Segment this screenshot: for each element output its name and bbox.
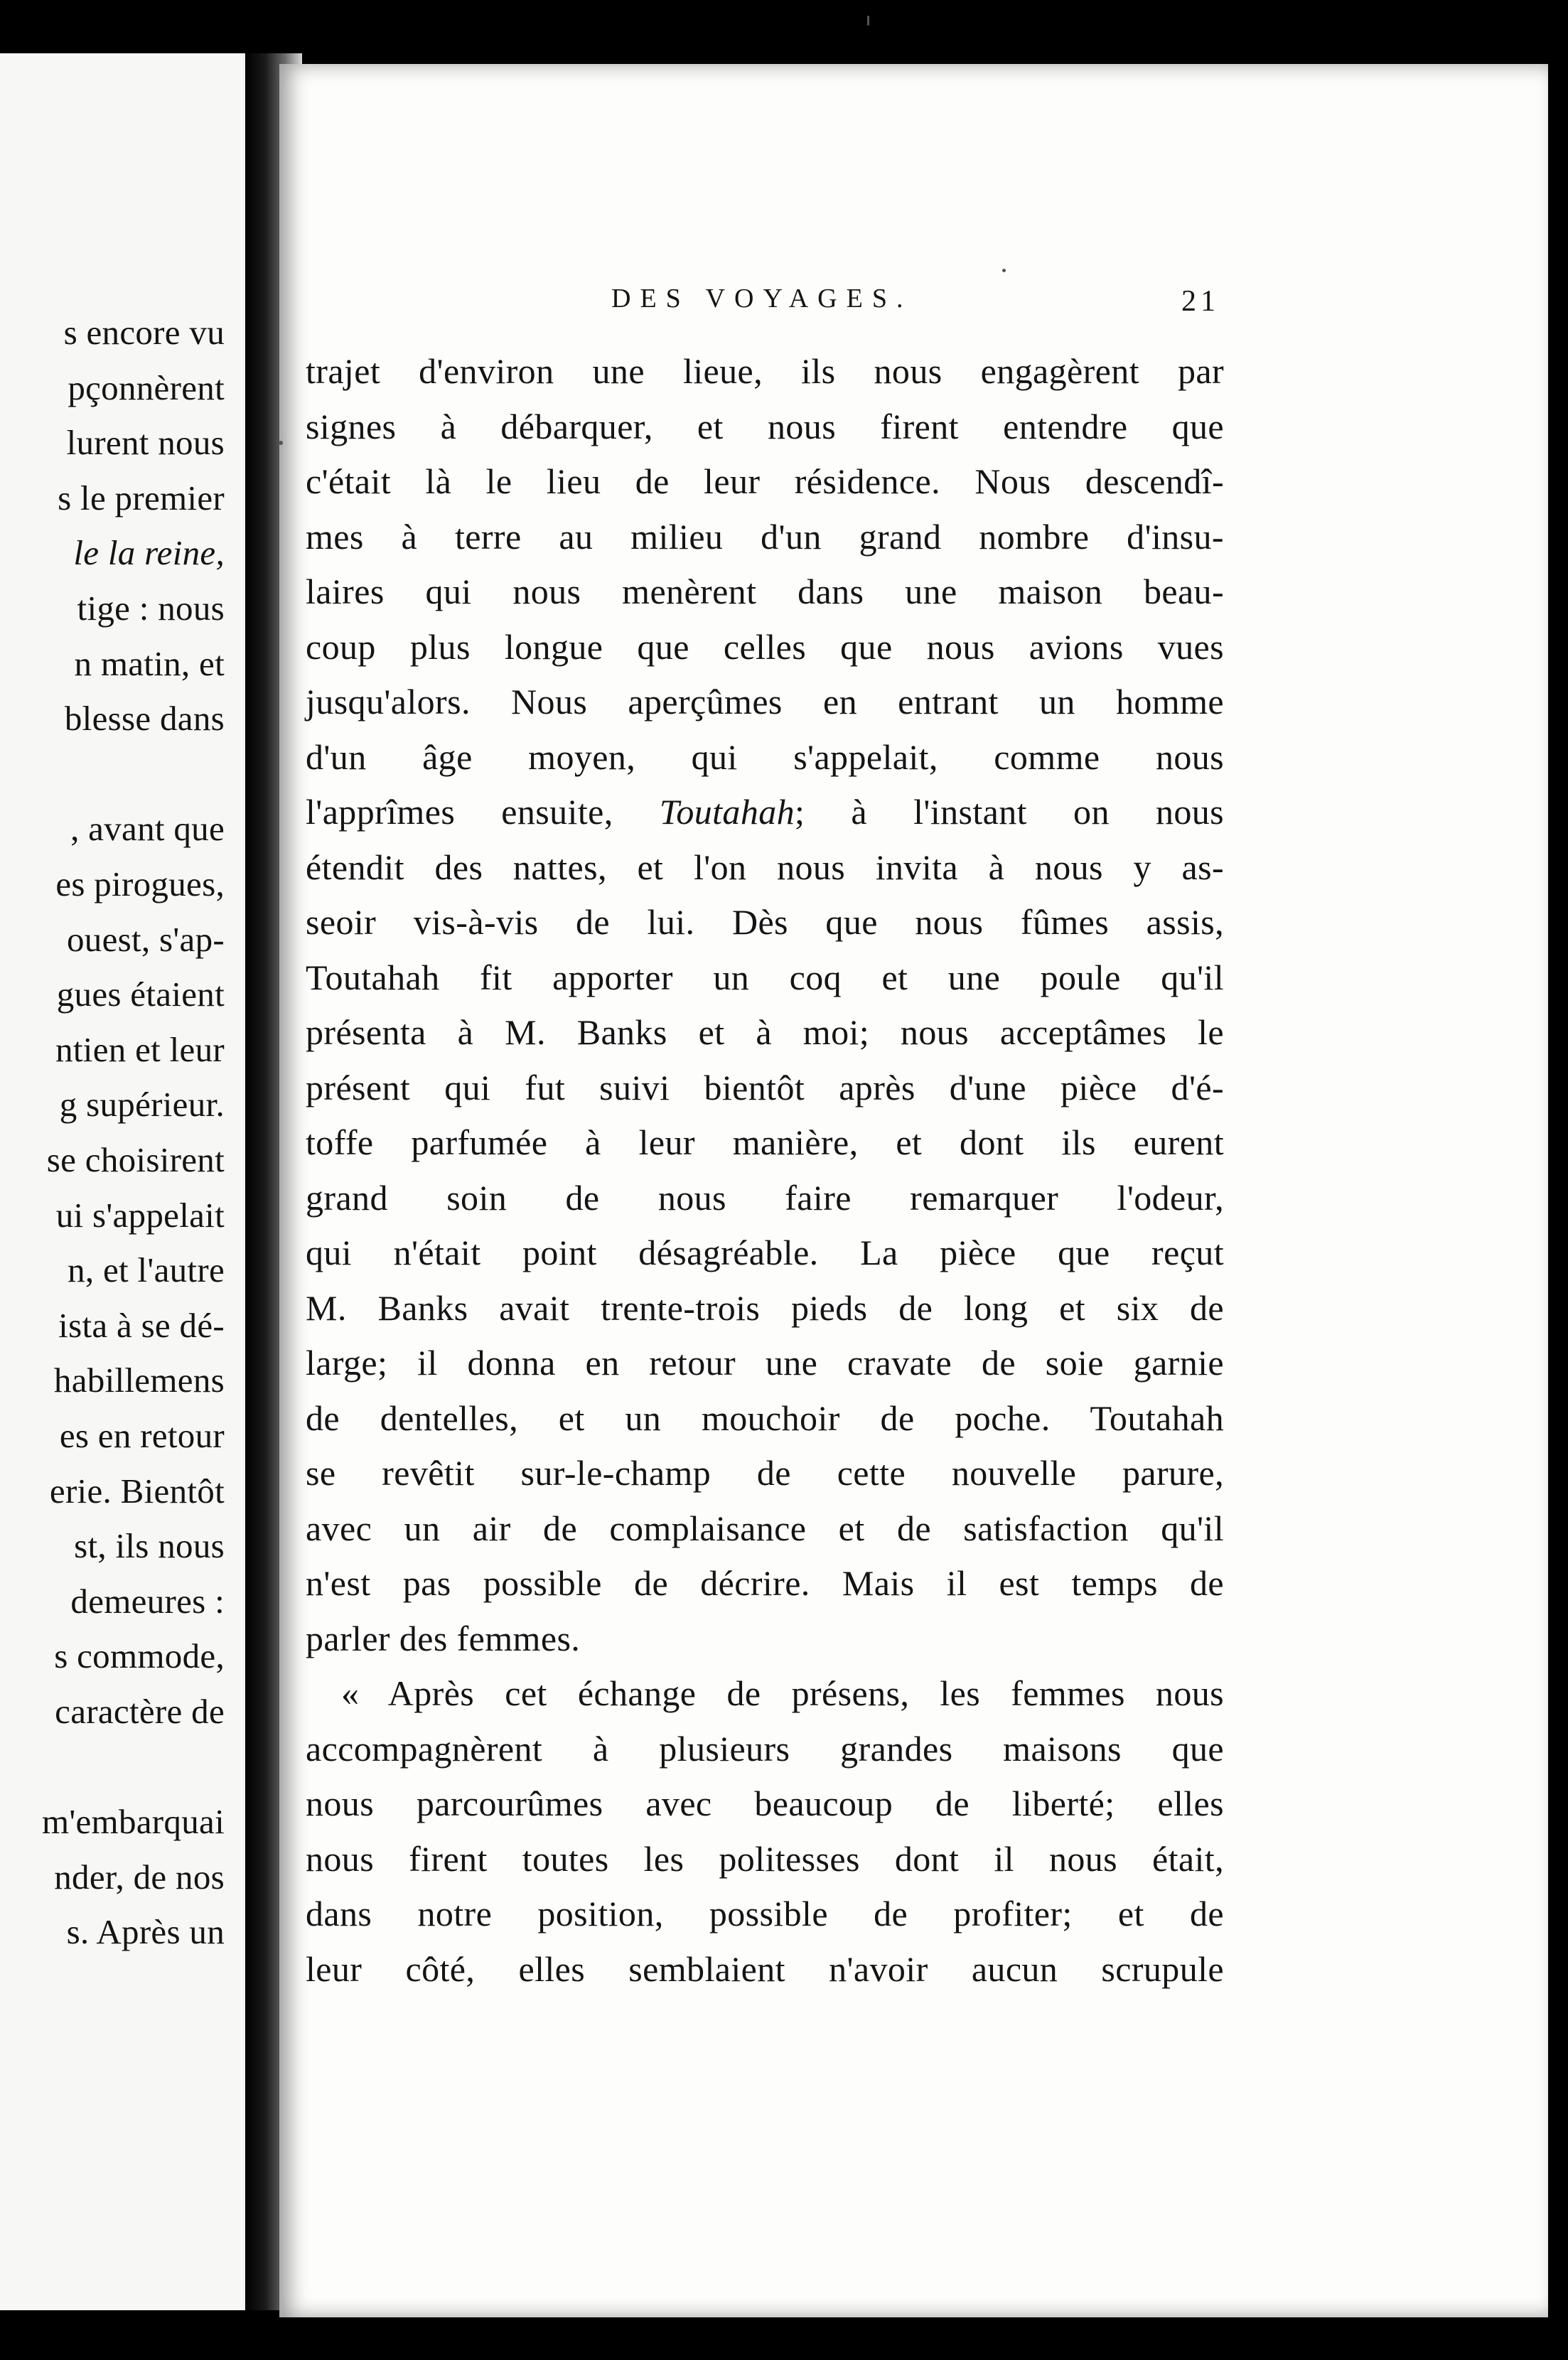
left-page-line: ista à se dé- bbox=[58, 1305, 225, 1345]
text-line: grand soin de nous faire remarquer l'odeur, bbox=[306, 1177, 1224, 1218]
text-line: seoir vis-à-vis de lui. Dès que nous fûmes assis, bbox=[306, 902, 1224, 942]
text-line: toffe parfumée à leur manière, et dont ils eurent bbox=[306, 1122, 1224, 1162]
ink-speck bbox=[279, 441, 283, 445]
text-line: avec un air de complaisance et de satisfaction qu'il bbox=[306, 1508, 1224, 1548]
running-head: DES VOYAGES. bbox=[611, 284, 913, 313]
left-page-line: tige : nous bbox=[77, 589, 225, 628]
left-page-line: g supérieur. bbox=[59, 1085, 225, 1125]
left-page-line: ui s'appelait bbox=[55, 1195, 225, 1235]
body-text bbox=[306, 348, 1224, 2001]
text-line-with-name bbox=[306, 789, 1224, 844]
left-page-line: pçonnèrent bbox=[68, 368, 225, 407]
left-page-line: blesse dans bbox=[64, 699, 225, 739]
left-page-line: n, et l'autre bbox=[68, 1250, 225, 1290]
text-line: présenta à M. Banks et à moi; nous acceptâmes le bbox=[306, 1012, 1224, 1052]
text-line: parler des femmes. bbox=[306, 1618, 581, 1658]
text-line: signes à débarquer, et nous firent entendre que bbox=[306, 406, 1224, 446]
text-line: mes à terre au milieu d'un grand nombre d'insu- bbox=[306, 516, 1224, 557]
text-line: présent qui fut suivi bientôt après d'une pièce d'é- bbox=[306, 1067, 1224, 1107]
left-page-line: lurent nous bbox=[66, 423, 225, 463]
text-line: M. Banks avait trente-trois pieds de long et six de bbox=[306, 1287, 1224, 1328]
left-page-line: ntien et leur bbox=[55, 1029, 225, 1069]
text-line: d'un âge moyen, qui s'appelait, comme nous bbox=[306, 736, 1224, 777]
left-page-line: habillemens bbox=[53, 1361, 225, 1400]
left-page-line: erie. Bientôt bbox=[49, 1471, 225, 1511]
text-line: c'était là le lieu de leur résidence. Nous descendî- bbox=[306, 461, 1224, 501]
text-line: trajet d'environ une lieue, ils nous engagèrent par bbox=[306, 351, 1224, 391]
text-line: dans notre position, possible de profiter; et de bbox=[306, 1894, 1224, 1933]
text-line: nous firent toutes les politesses dont il nous était, bbox=[306, 1838, 1224, 1879]
text-line: leur côté, elles semblaient n'avoir aucun scrupule bbox=[306, 1948, 1224, 1989]
text-line: qui n'était point désagréable. La pièce que reçut bbox=[306, 1233, 1224, 1272]
text-segment: ; à l'instant on nous bbox=[795, 792, 1225, 832]
left-page-line: nder, de nos bbox=[54, 1857, 225, 1897]
left-page-line: st, ils nous bbox=[74, 1526, 225, 1566]
text-segment: l'apprîmes ensuite, bbox=[306, 792, 660, 832]
text-line: étendit des nattes, et l'on nous invita à nous y as- bbox=[306, 847, 1224, 887]
text-line: nous parcourûmes avec beaucoup de liberté; elles bbox=[306, 1784, 1224, 1823]
left-page-line: ouest, s'ap- bbox=[67, 919, 225, 959]
left-page-line: s le premier bbox=[58, 478, 225, 517]
text-line: accompagnèrent à plusieurs grandes maisons que bbox=[306, 1728, 1224, 1769]
text-line: jusqu'alors. Nous aperçûmes en entrant un homme bbox=[306, 682, 1224, 722]
page-number: 21 bbox=[1181, 285, 1220, 318]
left-page-line: m'embarquai bbox=[41, 1802, 225, 1842]
left-page-line: es pirogues, bbox=[55, 864, 225, 903]
text-line: Toutahah fit apporter un coq et une poule qu'il bbox=[306, 957, 1224, 997]
left-page-line: s commode, bbox=[54, 1636, 225, 1676]
left-page-line: n matin, et bbox=[74, 643, 225, 683]
ink-speck bbox=[867, 16, 869, 26]
left-page-line: , avant que bbox=[70, 809, 225, 849]
left-page-line: caractère de bbox=[55, 1692, 225, 1731]
left-page-line: demeures : bbox=[70, 1581, 225, 1621]
italic-name: Toutahah bbox=[659, 792, 795, 832]
left-page bbox=[0, 53, 284, 2310]
text-line: large; il donna en retour une cravate de soie garnie bbox=[306, 1343, 1224, 1383]
left-page-line: es en retour bbox=[59, 1416, 225, 1455]
left-page-line: s encore vu bbox=[63, 313, 225, 352]
left-page-line: s. Après un bbox=[66, 1912, 225, 1952]
text-line: n'est pas possible de décrire. Mais il est temps de bbox=[306, 1563, 1224, 1603]
text-line: « Après cet échange de présens, les femmes nous bbox=[341, 1673, 1224, 1713]
text-line: de dentelles, et un mouchoir de poche. Toutahah bbox=[306, 1398, 1224, 1438]
text-line: laires qui nous menèrent dans une maison beau- bbox=[306, 572, 1224, 611]
text-line: coup plus longue que celles que nous avions vues bbox=[306, 626, 1224, 667]
left-page-line: se choisirent bbox=[46, 1140, 225, 1179]
left-page-line: gues étaient bbox=[56, 975, 225, 1014]
left-page-line: le la reine, bbox=[73, 533, 225, 573]
ink-speck bbox=[1002, 269, 1006, 272]
text-line: se revêtit sur-le-champ de cette nouvelle parure, bbox=[306, 1453, 1224, 1493]
